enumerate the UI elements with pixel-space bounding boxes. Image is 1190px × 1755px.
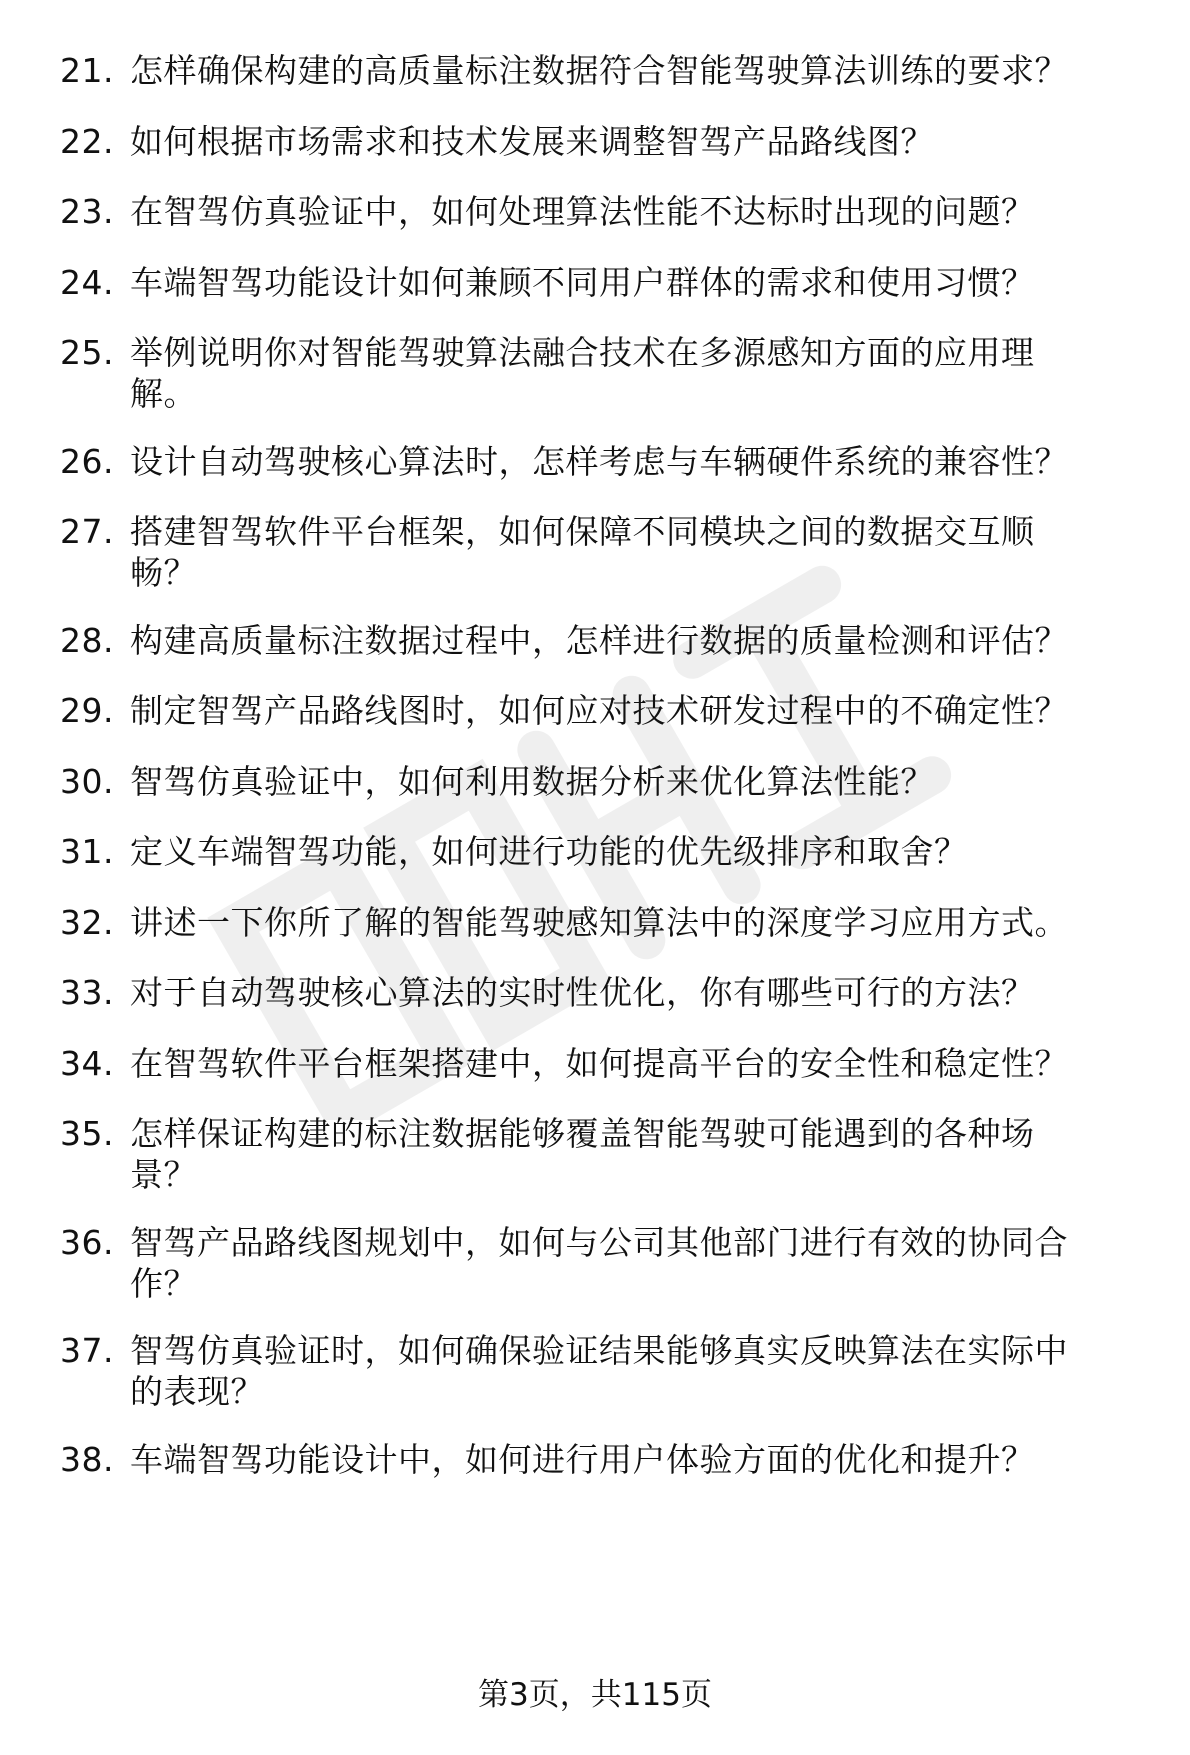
question-text bbox=[130, 1113, 1150, 1195]
question-text bbox=[130, 902, 1150, 943]
question-text bbox=[130, 511, 1150, 593]
question-number: 34. bbox=[60, 1043, 114, 1083]
question-number: 31. bbox=[60, 832, 114, 871]
question-text-line: 讲述一下你所了解的智能驾驶感知算法中的深度学习应用方式。 bbox=[130, 902, 1068, 942]
question-text bbox=[130, 1330, 1150, 1412]
question-text bbox=[130, 441, 1150, 482]
question-text-line: 举例说明你对智能驾驶算法融合技术在多源感知方面的应用理 bbox=[130, 333, 1035, 372]
question-number: 36. bbox=[60, 1222, 114, 1262]
question-text-line: 车端智驾功能设计中，如何进行用户体验方面的优化和提升？ bbox=[130, 1439, 1035, 1479]
question-text bbox=[130, 761, 1150, 802]
question-text-line: 怎样确保构建的高质量标注数据符合智能驾驶算法训练的要求？ bbox=[130, 51, 1068, 90]
question-text-line: 畅？ bbox=[130, 553, 197, 592]
question-text bbox=[130, 1222, 1150, 1304]
question-number: 35. bbox=[60, 1114, 114, 1153]
question-number: 33. bbox=[60, 973, 114, 1012]
question-number: 38. bbox=[60, 1439, 114, 1479]
question-text-line: 怎样保证构建的标注数据能够覆盖智能驾驶可能遇到的各种场 bbox=[130, 1114, 1035, 1153]
question-text-line: 智驾仿真验证时，如何确保验证结果能够真实反映算法在实际中 bbox=[130, 1331, 1068, 1370]
question-text-line: 定义车端智驾功能，如何进行功能的优先级排序和取舍？ bbox=[130, 832, 968, 871]
question-number: 27. bbox=[60, 512, 114, 551]
question-number: 29. bbox=[60, 691, 114, 730]
question-text-line: 作？ bbox=[130, 1263, 197, 1303]
question-text bbox=[130, 1043, 1150, 1084]
question-text-line: 解。 bbox=[130, 374, 197, 413]
question-text-line: 设计自动驾驶核心算法时，怎样考虑与车辆硬件系统的兼容性？ bbox=[130, 441, 1068, 481]
question-text-line: 构建高质量标注数据过程中，怎样进行数据的质量检测和评估？ bbox=[130, 620, 1068, 660]
question-text-line: 智驾仿真验证中，如何利用数据分析来优化算法性能？ bbox=[130, 761, 934, 801]
question-text-line: 对于自动驾驶核心算法的实时性优化，你有哪些可行的方法？ bbox=[130, 973, 1035, 1012]
question-number: 23. bbox=[60, 192, 114, 231]
question-text bbox=[130, 262, 1150, 303]
question-number: 25. bbox=[60, 333, 114, 372]
question-number: 26. bbox=[60, 441, 114, 481]
question-text-line: 在智驾软件平台框架搭建中，如何提高平台的安全性和稳定性？ bbox=[130, 1043, 1068, 1083]
question-text-line: 智驾产品路线图规划中，如何与公司其他部门进行有效的协同合 bbox=[130, 1222, 1068, 1262]
question-text bbox=[130, 690, 1150, 731]
question-text bbox=[130, 1439, 1150, 1480]
question-number: 22. bbox=[60, 121, 114, 161]
question-text bbox=[130, 972, 1150, 1013]
question-text-line: 在智驾仿真验证中，如何处理算法性能不达标时出现的问题？ bbox=[130, 192, 1035, 231]
question-number: 28. bbox=[60, 620, 114, 660]
question-text-line: 搭建智驾软件平台框架，如何保障不同模块之间的数据交互顺 bbox=[130, 512, 1035, 551]
question-text bbox=[130, 121, 1150, 162]
question-number: 24. bbox=[60, 262, 114, 302]
question-number: 37. bbox=[60, 1331, 114, 1370]
question-text bbox=[130, 831, 1150, 872]
question-text-line: 的表现？ bbox=[130, 1372, 264, 1411]
question-text-line: 车端智驾功能设计如何兼顾不同用户群体的需求和使用习惯？ bbox=[130, 262, 1035, 302]
question-number: 30. bbox=[60, 761, 114, 801]
page-footer: 第3页，共115页 bbox=[478, 1677, 712, 1713]
question-text-line: 制定智驾产品路线图时，如何应对技术研发过程中的不确定性？ bbox=[130, 691, 1068, 730]
question-number: 21. bbox=[60, 51, 114, 90]
question-text-line: 景？ bbox=[130, 1155, 197, 1194]
question-text bbox=[130, 620, 1150, 661]
question-text bbox=[130, 332, 1150, 414]
question-text bbox=[130, 50, 1150, 91]
question-text bbox=[130, 191, 1150, 232]
question-text-line: 如何根据市场需求和技术发展来调整智驾产品路线图？ bbox=[130, 121, 934, 161]
question-number: 32. bbox=[60, 902, 114, 942]
